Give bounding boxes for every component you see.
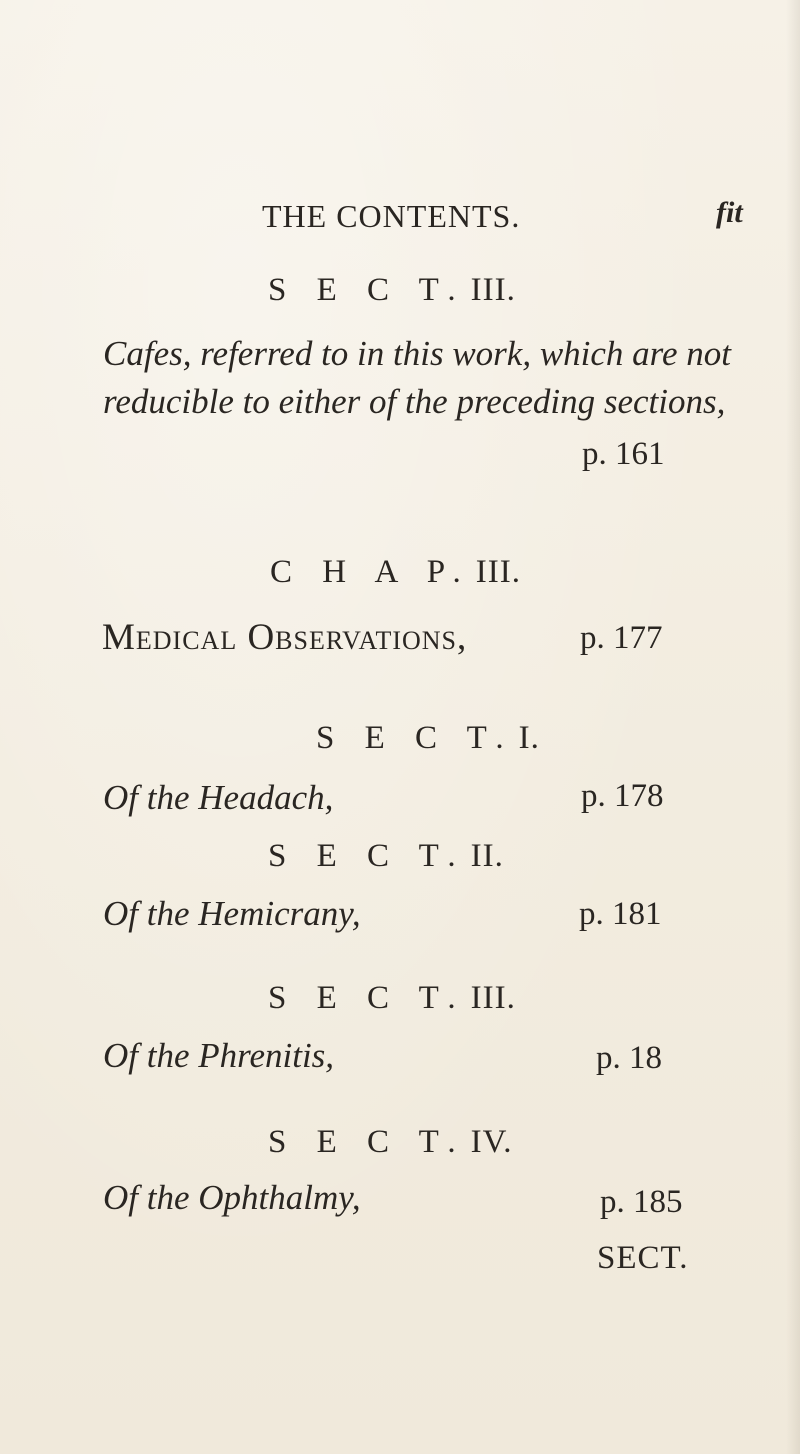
page-reference: p. 185	[600, 1184, 683, 1220]
section-heading	[268, 272, 516, 309]
catchword: SECT.	[597, 1240, 689, 1276]
section-number: II.	[470, 838, 504, 874]
section-number: IV.	[470, 1124, 513, 1160]
page-reference: p. 178	[581, 778, 664, 814]
section-title: Of the Hemicrany,	[103, 894, 361, 933]
running-header: THE CONTENTS.	[262, 198, 521, 234]
section-label: S E C T.	[268, 980, 467, 1016]
section-title: Of the Phrenitis,	[103, 1036, 335, 1075]
chapter-title: Medical Observations,	[102, 617, 468, 658]
section-heading	[268, 980, 516, 1017]
section-heading	[268, 838, 504, 875]
section-label: S E C T.	[268, 838, 467, 874]
section-text-line-2: reducible to either of the preceding sections,	[103, 382, 726, 421]
section-title: Of the Ophthalmy,	[103, 1178, 361, 1217]
page-reference: p. 161	[582, 436, 665, 472]
section-heading	[316, 720, 540, 757]
section-number: III.	[470, 272, 516, 308]
section-number: III.	[470, 980, 516, 1016]
page-edge-shadow	[786, 0, 800, 1454]
page-reference: p. 177	[580, 620, 663, 656]
section-label: S E C T.	[268, 1124, 467, 1160]
section-label: S E C T.	[268, 272, 467, 308]
chapter-number: III.	[475, 554, 521, 590]
page-reference: p. 181	[579, 896, 662, 932]
chapter-label: C H A P.	[270, 554, 472, 590]
chapter-heading	[270, 554, 521, 591]
section-text-line-1: Cafes, referred to in this work, which are not	[103, 334, 732, 373]
section-number: I.	[518, 720, 540, 756]
section-label: S E C T.	[316, 720, 515, 756]
header-ornament: fit	[716, 196, 743, 229]
page-reference: p. 18	[596, 1040, 662, 1076]
section-title: Of the Headach,	[103, 778, 334, 817]
section-heading	[268, 1124, 512, 1161]
